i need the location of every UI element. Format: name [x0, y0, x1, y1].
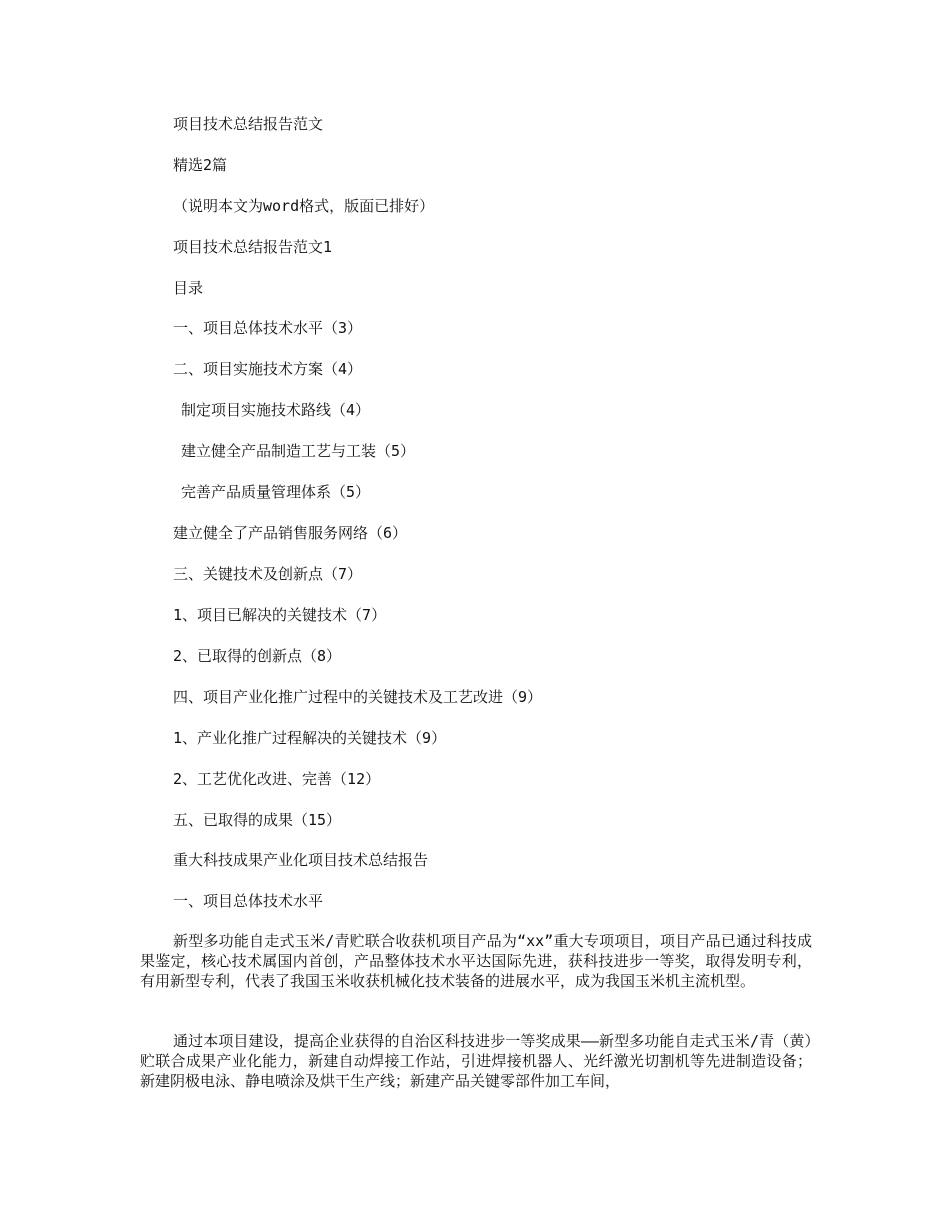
report-title: 重大科技成果产业化项目技术总结报告: [173, 851, 429, 869]
body-paragraph: 通过本项目建设，提高企业获得的自治区科技进步一等奖成果——新型多功能自走式玉米/青（黄）贮联合成果产业化能力，新建自动焊接工作站，引进焊接机器人、光纤激光切割机等先进制造设备；新建阴极电泳、静电喷涂及烘干生产线；新建产品关键零部件加工车间，: [140, 1032, 812, 1090]
article-title: 项目技术总结报告范文1: [173, 238, 333, 256]
toc-item: 三、关键技术及创新点（7）: [173, 565, 363, 583]
toc-item: 一、项目总体技术水平（3）: [173, 319, 363, 337]
toc-item: 建立健全产品制造工艺与工装（5）: [181, 442, 416, 460]
toc-item: 1、产业化推广过程解决的关键技术（9）: [173, 729, 447, 747]
toc-item: 2、已取得的创新点（8）: [173, 647, 342, 665]
document-subtitle: 精选2篇: [173, 156, 228, 174]
format-note: （说明本文为word格式，版面已排好）: [173, 197, 435, 215]
toc-item: 制定项目实施技术路线（4）: [181, 401, 371, 419]
toc-item: 五、已取得的成果（15）: [173, 811, 342, 829]
body-paragraph: 新型多功能自走式玉米/青贮联合收获机项目产品为“xx”重大专项项目，项目产品已通过科技成果鉴定，核心技术属国内首创，产品整体技术水平达国际先进，获科技进步一等奖，取得发明专利，有用新型专利，代表了我国玉米收获机械化技术装备的进展水平，成为我国玉米机主流机型。: [140, 932, 812, 990]
toc-item: 二、项目实施技术方案（4）: [173, 360, 363, 378]
toc-item: 完善产品质量管理体系（5）: [181, 483, 371, 501]
toc-item: 2、工艺优化改进、完善（12）: [173, 770, 381, 788]
toc-item: 1、项目已解决的关键技术（7）: [173, 606, 387, 624]
toc-heading: 目录: [173, 279, 204, 297]
toc-item: 建立健全了产品销售服务网络（6）: [173, 524, 408, 542]
section-heading: 一、项目总体技术水平: [173, 892, 324, 910]
toc-item: 四、项目产业化推广过程中的关键技术及工艺改进（9）: [173, 688, 543, 706]
document-title: 项目技术总结报告范文: [173, 115, 324, 133]
